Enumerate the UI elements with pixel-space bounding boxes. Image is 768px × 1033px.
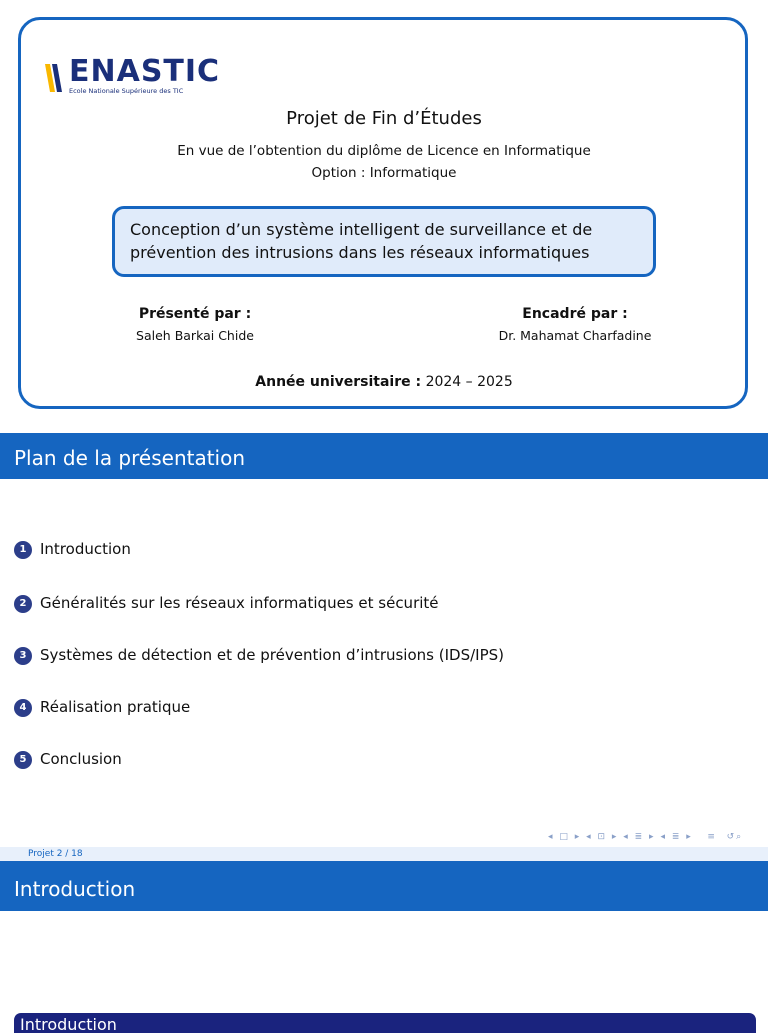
year-value: 2024 – 2025 [425,374,513,390]
intro-block-header [14,1013,756,1033]
toc-item-label: Introduction [40,540,131,558]
toc-item-realisation[interactable] [14,698,190,717]
toc-item-introduction[interactable] [14,540,131,559]
toc-item-generalites[interactable] [14,594,439,613]
toc-number-badge: 3 [14,647,32,665]
presented-name: Saleh Barkai Chide [136,328,254,343]
toc-item-label: Systèmes de détection et de prévention d’intrusions (IDS/IPS) [40,646,504,664]
toc-number-badge: 4 [14,699,32,717]
intro-title: Introduction [14,877,136,901]
toc-number-badge: 1 [14,541,32,559]
topic-box [112,206,656,277]
page-footer: Projet 2 / 18 [28,849,83,859]
logo-mark-icon [43,62,67,94]
toc-item-label: Réalisation pratique [40,698,191,716]
toc-item-ids-ips[interactable] [14,646,504,665]
plan-header-band [0,433,768,479]
logo-text: ENASTIC [69,54,221,89]
topic-line-2: prévention des intrusions dans les réseaux informatiques [130,243,590,262]
logo-subtitle: Ecole Nationale Supérieure des TIC [69,87,184,95]
option-line: Option : Informatique [311,165,457,181]
intro-block-title: Introduction [20,1015,117,1033]
academic-year [0,374,768,390]
presented-label: Présenté par : [138,306,252,322]
toc-item-conclusion[interactable] [14,750,122,769]
project-title: Projet de Fin d’Études [286,108,482,129]
toc-number-badge: 5 [14,751,32,769]
beamer-navigation-icons[interactable]: ◂ □ ▸ ◂ ⊡ ▸ ◂ ≣ ▸ ◂ ≣ ▸ ≡ ↺⌕ [548,832,744,842]
toc-number-badge: 2 [14,595,32,613]
enastic-logo [43,54,243,100]
plan-title: Plan de la présentation [14,446,246,470]
toc-item-label: Conclusion [40,750,122,768]
intro-header-band [0,861,768,911]
year-label: Année universitaire : [255,374,422,390]
supervised-name: Dr. Mahamat Charfadine [498,328,652,343]
topic-line-1: Conception d’un système intelligent de surveillance et de [130,220,593,239]
supervised-by [470,306,680,343]
presented-by [110,306,280,343]
toc-item-label: Généralités sur les réseaux informatiques et sécurité [40,594,439,612]
footer-strip [0,847,768,861]
supervised-label: Encadré par : [522,306,628,322]
degree-line: En vue de l’obtention du diplôme de Licence en Informatique [177,143,591,159]
